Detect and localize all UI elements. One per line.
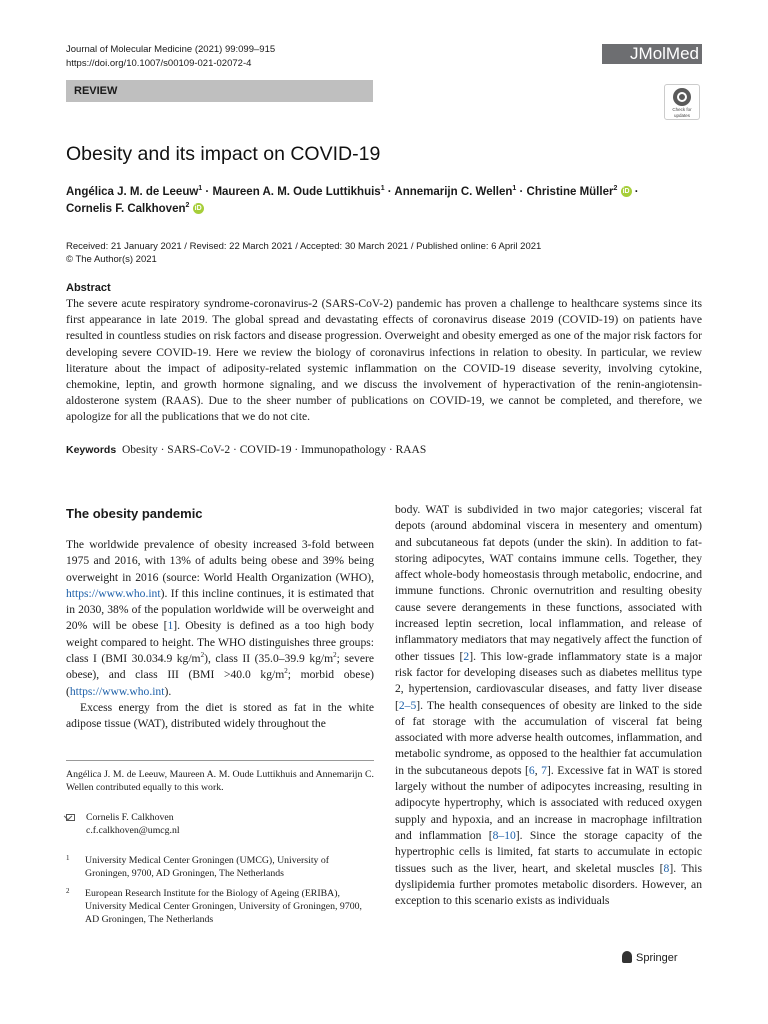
author-name: Cornelis F. Calkhoven: [66, 203, 186, 215]
who-link[interactable]: https://www.who.int: [66, 586, 161, 600]
author-name: Angélica J. M. de Leeuw: [66, 186, 199, 198]
copyright: © The Author(s) 2021: [66, 254, 157, 265]
author-affiliation: 2: [613, 185, 618, 193]
keywords-list: Obesity · SARS-CoV-2 · COVID-19 · Immunopathology · RAAS: [121, 444, 427, 456]
citation-link[interactable]: 2: [463, 649, 470, 663]
check-for-updates-badge[interactable]: [664, 84, 700, 120]
body-column-right: [395, 502, 702, 909]
author-name: Annemarijn C. Wellen: [394, 186, 513, 198]
publisher-logo: [622, 951, 678, 964]
keywords-label: Keywords: [66, 444, 117, 456]
paragraph: The worldwide prevalence of obesity increased 3-fold between 1975 and 2016, with 13% of adults being obese and 39% being overweight in 2016 (source: World Health Organization (WHO), https://www.who.int). If this incline continues, it is estimated that in 2030, 38% of the population worldwide will be overweight and 20% will be obese [1]. Obesity is defined as a too high body weight compared to height. The WHO distinguishes three groups: class I (BMI 30.034.9 $kg/m^2$), class II (35.0–39.9 $kg/m^2$; severe obese), and class III (BMI >40.0 $kg/m^2$; morbid obese) (https://www.who.int).: [66, 538, 374, 698]
citation-link[interactable]: 6: [528, 763, 535, 777]
badge-text-2: updates: [673, 113, 690, 118]
corresponding-author: [66, 811, 374, 837]
author-list: Angélica J. M. de Leeuw$^1$ · Maureen A. M. Oude Luttikhuis$^1$ · Annemarijn C. Wellen$^1$ · Christine Müller$^2$ iD · Cornelis F. Calkhoven$^2$ iD: [66, 185, 639, 215]
citation-link[interactable]: 2–5: [398, 698, 417, 712]
crossmark-icon: [673, 88, 691, 106]
citation-link[interactable]: 8–10: [492, 828, 516, 842]
affiliation-1: 1 University Medical Center Groningen (UMCG), University of Groningen, 9700, AD Groningen, The Netherlands: [66, 854, 330, 879]
abstract-text: The severe acute respiratory syndrome-coronavirus-2 (SARS-CoV-2) pandemic has proven a challenge to healthcare systems since its first appearance in late 2019. The global spread and devastating effects of coronavirus disease 2019 (COVID-19) on patients have resulted in countless studies on risk factors and disease progression. Overweight and obesity emerged as one of the major risk factors for developing severe COVID-19. Here we review the biology of coronavirus infections in relation to obesity. In particular, we review literature about the impact of adiposity-related systemic inflammation on the COVID-19 disease severity, involving cytokine, chemokine, leptin, and growth hormone signaling, and we discuss the involvement of hyperactivation of the renin-angiotensin-aldosterone system (RAAS). Due to the sheer number of publications on COVID-19, we cannot be completed, and therefore, we apologize for all the publications that we do not cite.: [66, 297, 702, 424]
history-dates: Received: 21 January 2021 / Revised: 22 March 2021 / Accepted: 30 March 2021 / Published online: 6 April 2021: [66, 241, 542, 252]
journal-info: [66, 43, 275, 70]
author-affiliation: 1: [198, 185, 203, 193]
springer-horse-icon: [622, 951, 632, 963]
badge-text-1: Check for: [672, 107, 692, 112]
envelope-icon: [66, 814, 75, 821]
affiliation-2: 2 European Research Institute for the Biology of Ageing (ERIBA), University Medical Center Groningen, University of Groningen, 9700, AD Groningen, The Netherlands: [66, 887, 362, 925]
author-name: Christine Müller: [526, 186, 614, 198]
publisher-name: Springer: [636, 952, 678, 964]
citation-link[interactable]: 7: [541, 763, 547, 777]
orcid-icon[interactable]: iD: [194, 205, 202, 213]
paragraph: body. WAT is subdivided in two major categories; visceral fat depots (around abdominal viscera in mesentery and omentum) and subcutaneous fat depots (under the skin). In addition to fat-storing adipocytes, WAT contains immune cells. Together, they affect whole-body homeostasis through metabolic, endocrine, and immune functions. Chronic overnutrition and resulting obesity cause severe derangements in these functions, associated with increased leptin secretion, local inflammation, and release of inflammatory mediators that may negatively affect the function of other tissues [2]. This low-grade inflammatory state is a major risk factor for developing diseases such as diabetes mellitus type 2, hypertension, cardiovascular diseases, and fatty liver disease [2–5]. The health consequences of obesity are linked to the side of fat storage with the accumulation of visceral fat being associated with more adverse health outcomes, inflammation, and metabolic syndrome, as opposed to the healthier fat accumulation in the subcutaneous depots [6, 7]. Excessive fat in WAT is stored largely without the number of adipocytes increasing, resulting in adipocyte hypertrophy, which is associated with reduced oxygen supply and hypoxia, and an increase in macrophage infiltration and inflammation [8–10]. Since the storage capacity of the hypertrophic cells is limited, fat starts to accumulate in ectopic tissues such as the liver, heart, and skeletal muscles [8]. This dyslipidemia further promotes metabolic disorders. However, an exception to this scenario exists as individuals: [395, 503, 702, 908]
author-affiliation: 1: [380, 185, 385, 193]
journal-logo: JMolMed: [602, 44, 702, 64]
abstract-heading: Abstract: [66, 282, 111, 294]
article-type-bar: REVIEW: [66, 80, 373, 102]
who-link[interactable]: https://www.who.int: [69, 684, 165, 698]
orcid-icon[interactable]: iD: [622, 188, 630, 196]
section-heading: The obesity pandemic: [66, 506, 203, 521]
author-affiliation: 2: [185, 202, 190, 210]
author-name: Maureen A. M. Oude Luttikhuis: [212, 186, 381, 198]
footnote-divider: [66, 760, 374, 761]
citation-link[interactable]: 8: [663, 861, 670, 875]
equal-contribution-note: Angélica J. M. de Leeuw, Maureen A. M. Oude Luttikhuis and Annemarijn C. Wellen contributed equally to this work.: [66, 769, 374, 793]
doi-link[interactable]: https://doi.org/10.1007/s00109-021-02072-4: [66, 57, 252, 69]
author-affiliation: 1: [512, 185, 517, 193]
article-dates: [66, 240, 541, 266]
citation-link[interactable]: 1: [167, 619, 174, 633]
body-column-left: [66, 537, 374, 733]
paragraph: Excess energy from the diet is stored as fat in the white adipose tissue (WAT), distributed widely throughout the: [66, 700, 374, 731]
article-title: Obesity and its impact on COVID-19: [66, 143, 381, 165]
keywords: [66, 444, 426, 456]
journal-citation: Journal of Molecular Medicine (2021) 99:099–915: [66, 44, 276, 55]
corresponding-email[interactable]: c.f.calkhoven@umcg.nl: [86, 825, 180, 836]
corresponding-name: Cornelis F. Calkhoven: [86, 812, 174, 823]
